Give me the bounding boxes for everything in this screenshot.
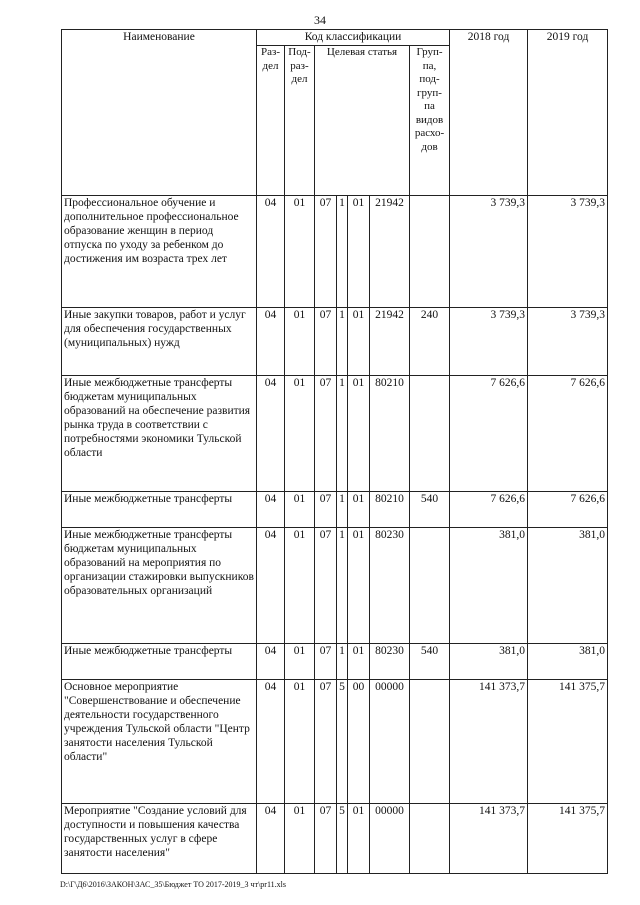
row-expense-group	[410, 376, 450, 492]
row-value-2018: 3 739,3	[450, 196, 528, 308]
table-row	[62, 528, 608, 644]
row-target-direction: 80230	[370, 644, 410, 680]
row-name: Мероприятие "Создание условий для доступности и повышения качества государственных услуг в сфере занятости населения"	[62, 804, 257, 874]
row-target-program: 07	[315, 308, 337, 376]
row-expense-group: 540	[410, 492, 450, 528]
row-target-subprogram: 5	[337, 804, 348, 874]
row-value-2019: 3 739,3	[528, 196, 608, 308]
row-value-2019: 381,0	[528, 528, 608, 644]
row-target-subprogram: 1	[337, 644, 348, 680]
row-target-event: 01	[348, 804, 370, 874]
row-expense-group: 540	[410, 644, 450, 680]
row-podrazdel: 01	[285, 804, 315, 874]
row-value-2019: 7 626,6	[528, 492, 608, 528]
row-name: Иные межбюджетные трансферты бюджетам муниципальных образований на обеспечение развития рынка труда в соответствии с потребностями экономики Тульской области	[62, 376, 257, 492]
row-target-program: 07	[315, 196, 337, 308]
row-razdel: 04	[257, 308, 285, 376]
row-target-event: 01	[348, 308, 370, 376]
table-row	[62, 376, 608, 492]
row-razdel: 04	[257, 804, 285, 874]
header-podrazdel: Под-раз-дел	[285, 46, 315, 196]
row-target-direction: 21942	[370, 308, 410, 376]
table-row	[62, 680, 608, 804]
row-podrazdel: 01	[285, 308, 315, 376]
row-razdel: 04	[257, 680, 285, 804]
row-razdel: 04	[257, 644, 285, 680]
row-razdel: 04	[257, 492, 285, 528]
row-expense-group: 240	[410, 308, 450, 376]
row-target-program: 07	[315, 680, 337, 804]
table-row	[62, 308, 608, 376]
row-target-subprogram: 1	[337, 308, 348, 376]
row-expense-group	[410, 528, 450, 644]
row-expense-group	[410, 680, 450, 804]
row-value-2018: 7 626,6	[450, 376, 528, 492]
row-target-event: 01	[348, 376, 370, 492]
row-target-program: 07	[315, 528, 337, 644]
row-value-2018: 381,0	[450, 528, 528, 644]
row-target-program: 07	[315, 644, 337, 680]
row-name: Основное мероприятие "Совершенствование и обеспечение деятельности государственного учреждения Тульской области "Центр занятости населения Тульской области"	[62, 680, 257, 804]
row-target-event: 01	[348, 528, 370, 644]
row-podrazdel: 01	[285, 376, 315, 492]
row-razdel: 04	[257, 196, 285, 308]
row-target-event: 01	[348, 644, 370, 680]
header-razdel: Раз-дел	[257, 46, 285, 196]
header-target: Целевая статья	[315, 46, 410, 196]
row-expense-group	[410, 196, 450, 308]
header-group: Груп-па, под-груп-па видов расхо-дов	[410, 46, 450, 196]
row-target-subprogram: 1	[337, 376, 348, 492]
row-target-program: 07	[315, 376, 337, 492]
row-razdel: 04	[257, 528, 285, 644]
row-podrazdel: 01	[285, 196, 315, 308]
row-razdel: 04	[257, 376, 285, 492]
row-podrazdel: 01	[285, 680, 315, 804]
header-2018: 2018 год	[450, 30, 528, 196]
row-value-2019: 381,0	[528, 644, 608, 680]
row-value-2019: 3 739,3	[528, 308, 608, 376]
row-target-subprogram: 1	[337, 528, 348, 644]
row-target-direction: 00000	[370, 680, 410, 804]
row-name: Иные закупки товаров, работ и услуг для обеспечения государственных (муниципальных) нужд	[62, 308, 257, 376]
page-number: 34	[314, 13, 326, 27]
table-row	[62, 804, 608, 874]
row-target-program: 07	[315, 492, 337, 528]
row-podrazdel: 01	[285, 528, 315, 644]
header-2019: 2019 год	[528, 30, 608, 196]
header-code-group: Код классификации	[257, 30, 450, 46]
row-target-direction: 21942	[370, 196, 410, 308]
row-value-2019: 141 375,7	[528, 680, 608, 804]
table-row	[62, 492, 608, 528]
row-target-direction: 00000	[370, 804, 410, 874]
row-target-event: 01	[348, 196, 370, 308]
row-value-2019: 141 375,7	[528, 804, 608, 874]
row-value-2018: 7 626,6	[450, 492, 528, 528]
table-row	[62, 644, 608, 680]
row-target-event: 00	[348, 680, 370, 804]
row-value-2018: 3 739,3	[450, 308, 528, 376]
row-value-2018: 141 373,7	[450, 804, 528, 874]
row-target-program: 07	[315, 804, 337, 874]
row-target-direction: 80230	[370, 528, 410, 644]
row-expense-group	[410, 804, 450, 874]
row-target-direction: 80210	[370, 492, 410, 528]
table-row	[62, 196, 608, 308]
row-value-2018: 381,0	[450, 644, 528, 680]
row-name: Иные межбюджетные трансферты	[62, 492, 257, 528]
row-podrazdel: 01	[285, 492, 315, 528]
row-target-subprogram: 5	[337, 680, 348, 804]
row-target-subprogram: 1	[337, 196, 348, 308]
header-name: Наименование	[62, 30, 257, 196]
row-value-2019: 7 626,6	[528, 376, 608, 492]
row-name: Иные межбюджетные трансферты	[62, 644, 257, 680]
row-name: Профессиональное обучение и дополнительное профессиональное образование женщин в период отпуска по уходу за ребенком до достижения им возраста трех лет	[62, 196, 257, 308]
row-target-event: 01	[348, 492, 370, 528]
row-target-direction: 80210	[370, 376, 410, 492]
file-path-footer: D:\Г\Д6\2016\ЗАКОН\ЗАС_35\Бюджет ТО 2017-2019_3 чт\pr11.xls	[60, 880, 286, 889]
budget-table	[61, 29, 608, 874]
row-target-subprogram: 1	[337, 492, 348, 528]
row-name: Иные межбюджетные трансферты бюджетам муниципальных образований на мероприятия по организации стажировки выпускников образовательных организаций	[62, 528, 257, 644]
row-value-2018: 141 373,7	[450, 680, 528, 804]
row-podrazdel: 01	[285, 644, 315, 680]
